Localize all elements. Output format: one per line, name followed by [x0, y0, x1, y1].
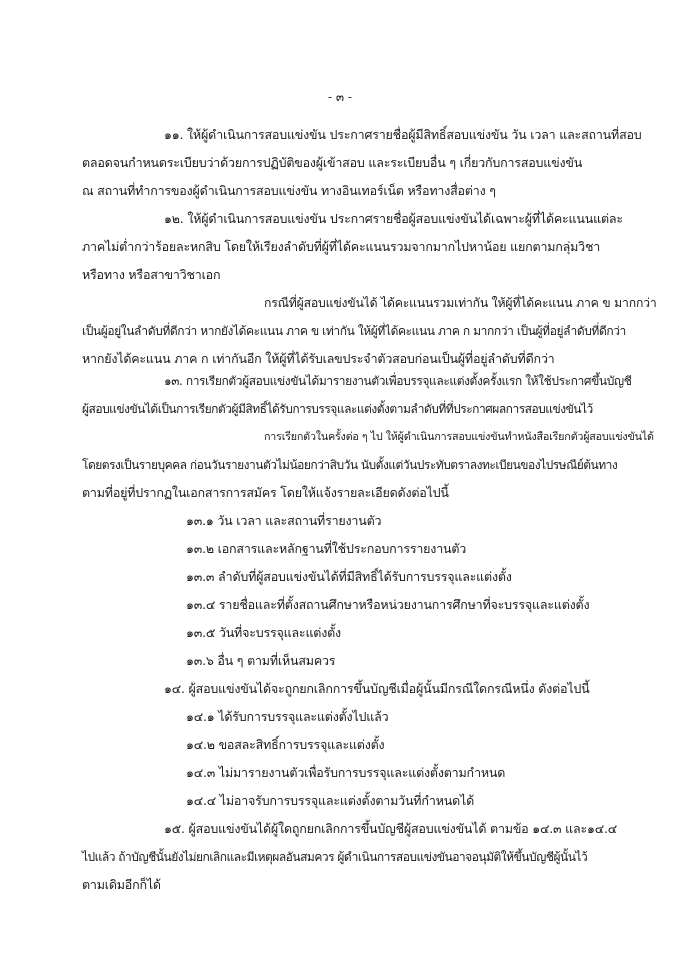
item-14-1: ๑๔.๑ ได้รับการบรรจุและแต่งตั้งไปแล้ว: [186, 709, 389, 724]
item-13-1: ๑๓.๑ วัน เวลา และสถานที่รายงานตัว: [186, 513, 382, 528]
para-13-line-1: ๑๓. การเรียกตัวผู้สอบแข่งขันได้มารายงานตัวเพื่อบรรจุและแต่งตั้งครั้งแรก ให้ใช้ประกาศขึ้นบัญชี: [164, 374, 632, 388]
item-13-5: ๑๓.๕ วันที่จะบรรจุและแต่งตั้ง: [186, 625, 341, 640]
tie-rule-line-3: หากยังได้คะแนน ภาค ก เท่ากันอีก ให้ผู้ที่ได้รับเลขประจำตัวสอบก่อนเป็นผู้ที่อยู่ลำดับที่ดีกว่า: [82, 351, 555, 366]
para-11-line-2: ตลอดจนกำหนดระเบียบว่าด้วยการปฏิบัติของผู้เข้าสอบ และระเบียบอื่น ๆ เกี่ยวกับการสอบแข่งขัน: [82, 155, 583, 170]
para-12-line-1: ๑๒. ให้ผู้ดำเนินการสอบแข่งขัน ประกาศรายชื่อผู้สอบแข่งขันได้เฉพาะผู้ที่ได้คะแนนแต่ละ: [164, 211, 623, 226]
para-15-line-3: ตามเดิมอีกก็ได้: [82, 877, 161, 892]
recall-line-1: การเรียกตัวในครั้งต่อ ๆ ไป ให้ผู้ดำเนินการสอบแข่งขันทำหนังสือเรียกตัวผู้สอบแข่งขันได้: [264, 430, 654, 443]
item-13-6: ๑๓.๖ อื่น ๆ ตามที่เห็นสมควร: [186, 653, 336, 668]
tie-rule-line-1: กรณีที่ผู้สอบแข่งขันได้ ได้คะแนนรวมเท่ากัน ให้ผู้ที่ได้คะแนน ภาค ข มากกว่า: [264, 296, 657, 310]
para-14-line-1: ๑๔. ผู้สอบแข่งขันได้จะถูกยกเลิกการขึ้นบัญชีเมื่อผู้นั้นมีกรณีใดกรณีหนึ่ง ดังต่อไปนี้: [164, 681, 590, 696]
para-12-line-3: หรือทาง หรือสาขาวิชาเอก: [82, 267, 221, 282]
recall-line-3: ตามที่อยู่ที่ปรากฏในเอกสารการสมัคร โดยให้แจ้งรายละเอียดดังต่อไปนี้: [82, 485, 449, 500]
tie-rule-line-2: เป็นผู้อยู่ในลำดับที่ดีกว่า หากยังได้คะแนน ภาค ข เท่ากัน ให้ผู้ที่ได้คะแนน ภาค ก มากกว่า เป็นผู้ที่อยู่ลำดับที่ดีกว่า: [82, 324, 626, 338]
page-number: - ๓ -: [328, 90, 352, 104]
para-12-line-2: ภาคไม่ต่ำกว่าร้อยละหกสิบ โดยให้เรียงลำดับที่ผู้ที่ได้คะแนนรวมจากมากไปหาน้อย แยกตามกลุ่มวิชา: [82, 239, 601, 254]
para-13-line-2: ผู้สอบแข่งขันได้เป็นการเรียกตัวผู้มีสิทธิ์ได้รับการบรรจุและแต่งตั้งตามลำดับที่ที่ประกาศผลการสอบแข่งขันไว้: [82, 402, 593, 416]
item-14-4: ๑๔.๔ ไม่อาจรับการบรรจุและแต่งตั้งตามวันที่กำหนดได้: [186, 793, 475, 808]
para-15-line-1: ๑๕. ผู้สอบแข่งขันได้ผู้ใดถูกยกเลิกการขึ้นบัญชีผู้สอบแข่งขันได้ ตามข้อ ๑๔.๓ และ๑๔.๔: [164, 821, 617, 836]
item-14-2: ๑๔.๒ ขอสละสิทธิ์การบรรจุและแต่งตั้ง: [186, 737, 385, 752]
item-14-3: ๑๔.๓ ไม่มารายงานตัวเพื่อรับการบรรจุและแต่งตั้งตามกำหนด: [186, 765, 506, 780]
para-11-line-3: ณ สถานที่ทำการของผู้ดำเนินการสอบแข่งขัน ทางอินเทอร์เน็ต หรือทางสื่อต่าง ๆ: [82, 183, 496, 198]
para-11-line-1: ๑๑. ให้ผู้ดำเนินการสอบแข่งขัน ประกาศรายชื่อผู้มีสิทธิ์สอบแข่งขัน วัน เวลา และสถานที่สอบ: [164, 127, 642, 142]
item-13-3: ๑๓.๓ ลำดับที่ผู้สอบแข่งขันได้ที่มีสิทธิ์ได้รับการบรรจุและแต่งตั้ง: [186, 569, 512, 584]
recall-line-2: โดยตรงเป็นรายบุคคล ก่อนวันรายงานตัวไม่น้อยกว่าสิบวัน นับตั้งแต่วันประทับตราลงทะเบียนของไปรษณีย์ต้นทาง: [82, 458, 618, 472]
item-13-2: ๑๓.๒ เอกสารและหลักฐานที่ใช้ประกอบการรายงานตัว: [186, 541, 467, 556]
para-15-line-2: ไปแล้ว ถ้าบัญชีนั้นยังไม่ยกเลิกและมีเหตุผลอันสมควร ผู้ดำเนินการสอบแข่งขันอาจอนุมัติให้ขึ้นบัญชีผู้นั้นไว้: [82, 850, 588, 864]
item-13-4: ๑๓.๔ รายชื่อและที่ตั้งสถานศึกษาหรือหน่วยงานการศึกษาที่จะบรรจุและแต่งตั้ง: [186, 597, 590, 612]
